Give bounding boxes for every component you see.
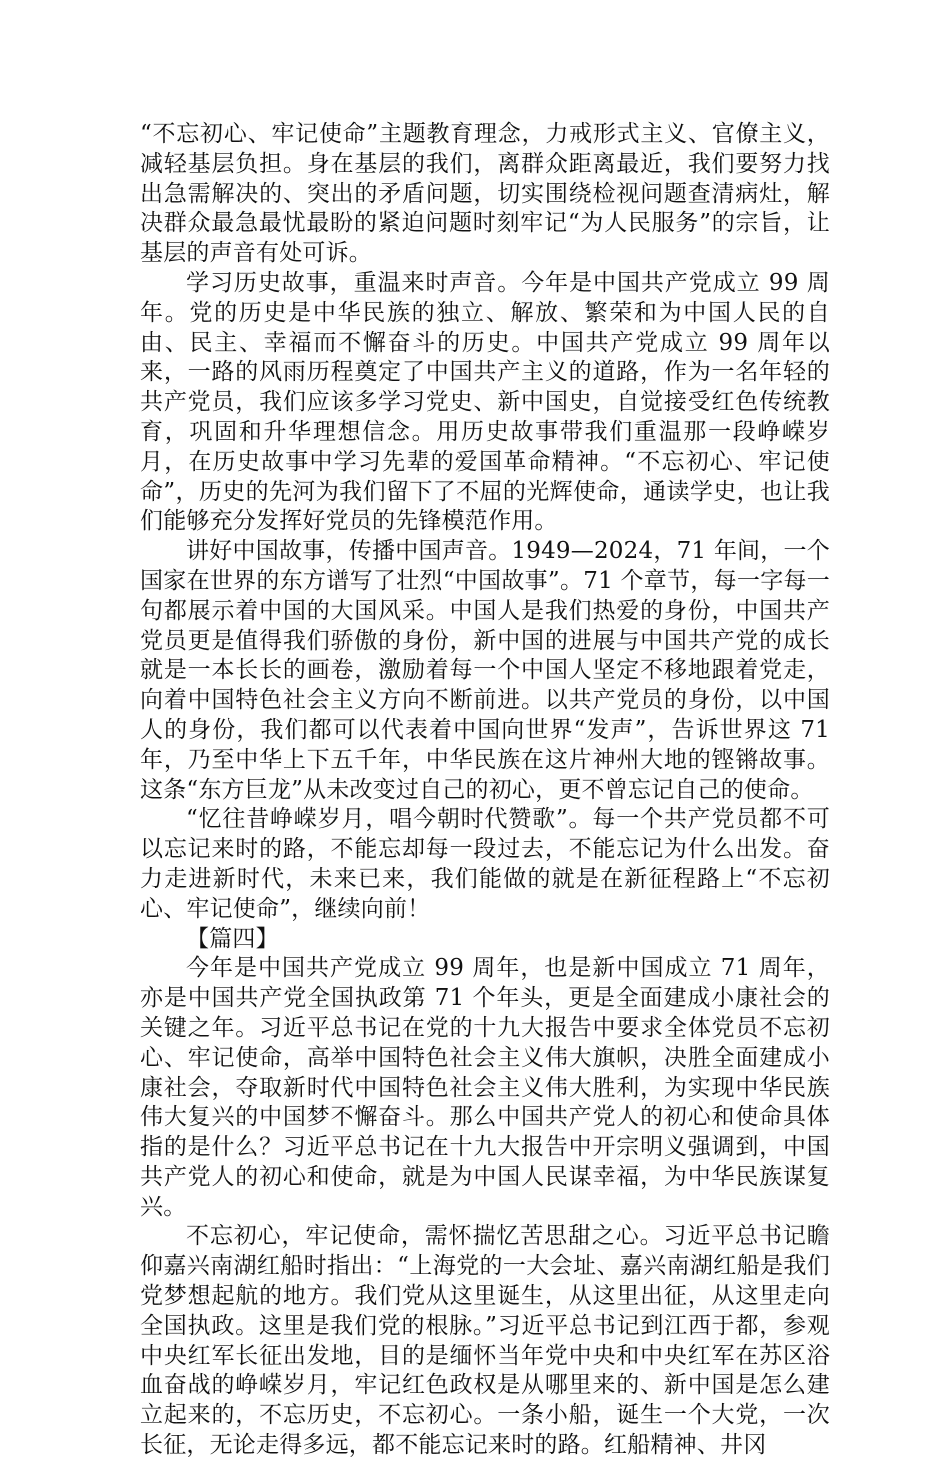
section-heading: 【篇四】 [186, 925, 279, 952]
paragraph-section-intro: 今年是中国共产党成立 99 周年，也是新中国成立 71 周年，亦是中国共产党全国执政第 71 个年头，更是全面建成小康社会的关键之年。习近平总书记在党的十九大报告中要求全体党员不忘初心、牢记使命，高举中国特色社会主义伟大旗帜，决胜全面建成小康社会，夺取新时代中国特色社会主义伟大胜利，为实现中华民族伟大复兴的中国梦不懈奋斗。那么中国共产党人的初心和使命具体指的是什么？习近平总书记在十九大报告中开宗明义强调到，中国共产党人的初心和使命，就是为中国人民谋幸福，为中华民族谋复兴。 [140, 955, 830, 1220]
paragraph-continued: “不忘初心、牢记使命”主题教育理念，力戒形式主义、官僚主义，减轻基层负担。身在基层的我们，离群众距离最近，我们要努力找出急需解决的、突出的矛盾问题，切实围绕检视问题查清病灶，解决群众最急最忧最盼的紧迫问题时刻牢记“为人民服务”的宗旨，让基层的声音有处可诉。 [140, 121, 830, 267]
paragraph-recall-years: “忆往昔峥嵘岁月，唱今朝时代赞歌”。每一个共产党员都不可以忘记来时的路，不能忘却每一段过去，不能忘记为什么出发。奋力走进新时代，未来已来，我们能做的就是在新征程路上“不忘初心、牢记使命”，继续向前！ [140, 806, 830, 922]
paragraph-section-red-boat: 不忘初心，牢记使命，需怀揣忆苦思甜之心。习近平总书记瞻仰嘉兴南湖红船时指出：“上海党的一大会址、嘉兴南湖红船是我们党梦想起航的地方。我们党从这里诞生，从这里出征，从这里走向全国执政。这里是我们党的根脉。”习近平总书记到江西于都，参观中央红军长征出发地，目的是缅怀当年党中央和中央红军在苏区浴血奋战的峥嵘岁月，牢记红色政权是从哪里来的、新中国是怎么建立起来的，不忘历史，不忘初心。一条小船，诞生一个大党，一次长征，无论走得多远，都不能忘记来时的路。红船精神、井冈 [140, 1223, 830, 1459]
document-body [140, 120, 830, 1461]
paragraph-history-stories: 学习历史故事，重温来时声音。今年是中国共产党成立 99 周年。党的历史是中华民族的独立、解放、繁荣和为中国人民的自由、民主、幸福而不懈奋斗的历史。中国共产党成立 99 周年以来，一路的风雨历程奠定了中国共产主义的道路，作为一名年轻的共产党员，我们应该多学习党史、新中国史，自觉接受红色传统教育，巩固和升华理想信念。用历史故事带我们重温那一段峥嵘岁月，在历史故事中学习先辈的爱国革命精神。“不忘初心、牢记使命”，历史的先河为我们留下了不屈的光辉使命，通读学史，也让我们能够充分发挥好党员的先锋模范作用。 [140, 269, 830, 535]
paragraph-china-stories: 讲好中国故事，传播中国声音。1949—2024，71 年间，一个国家在世界的东方谱写了壮烈“中国故事”。71 个章节，每一字每一句都展示着中国的大国风采。中国人是我们热爱的身份，中国共产党员更是值得我们骄傲的身份，新中国的进展与中国共产党的成长就是一本长长的画卷，激励着每一个中国人坚定不移地跟着党走，向着中国特色社会主义方向不断前进。以共产党员的身份，以中国人的身份，我们都可以代表着中国向世界“发声”，告诉世界这 71 年，乃至中华上下五千年，中华民族在这片神州大地的铿锵故事。这条“东方巨龙”从未改变过自己的初心，更不曾忘记自己的使命。 [140, 538, 830, 803]
